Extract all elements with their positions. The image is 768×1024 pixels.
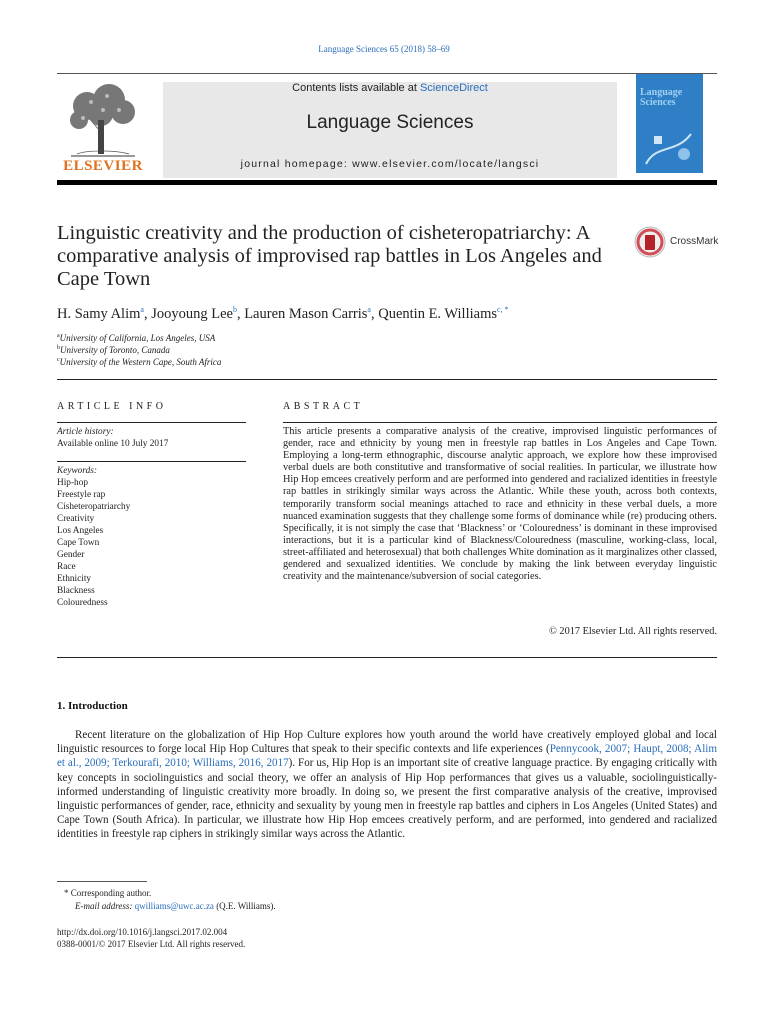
- author-list: [57, 305, 509, 323]
- journal-title: Language Sciences: [306, 112, 474, 133]
- author-separator: ,: [143, 305, 152, 322]
- intro-text-part: ). For us, Hip Hop is an important site of creative language practice. By engaging critically with key concepts in sociolinguistics and social theory, we offer an analysis of Hip Hop performances that gives us a valuable, sociolinguistically-informed understanding of linguistic creativity more broadly. In doing so, we present the first comparative analysis of the creative, improvised linguistic performances of gender, race, ethnicity and sexuality by young men in freestyle rap battles and ciphers in Los Angeles (United States) and Cape Town (South Africa). In particular, we illustrate how Hip Hop emcees creatively perform, and are performed, into gendered and racialized identities in freestyle rap ciphers in strikingly similar ways across the Atlantic.: [57, 757, 717, 841]
- history-value: Available online 10 July 2017: [57, 439, 169, 449]
- affiliation-mark: c: [57, 357, 60, 363]
- abstract-copyright: © 2017 Elsevier Ltd. All rights reserved.: [549, 626, 717, 637]
- crossmark-icon[interactable]: [634, 226, 666, 258]
- author-affil-mark[interactable]: b: [232, 305, 237, 314]
- affiliation-text: University of the Western Cape, South Africa: [59, 357, 222, 367]
- frontmatter-end-rule: [57, 657, 717, 658]
- corresponding-author-note: * Corresponding author.: [64, 888, 152, 898]
- email-note: [75, 901, 276, 911]
- author-name[interactable]: Quentin E. Williams: [378, 305, 497, 322]
- journal-cover-thumbnail[interactable]: [636, 74, 703, 173]
- article-info-rule: [57, 422, 246, 423]
- intro-text-part: Recent literature on the globalization of Hip Hop Culture explores how youth around the world have creatively employed global and local linguistic resources to forge local Hip Hop Cultures that speak to their specific contexts and life experiences (: [57, 729, 717, 756]
- email-link[interactable]: qwilliams@uwc.ac.za: [134, 901, 214, 911]
- sciencedirect-link[interactable]: ScienceDirect: [419, 82, 488, 94]
- keywords-rule: [57, 461, 246, 462]
- contents-line: [163, 82, 617, 94]
- author-name[interactable]: Lauren Mason Carris: [244, 305, 368, 322]
- keyword[interactable]: Freestyle rap: [57, 490, 106, 500]
- author-separator: ,: [236, 305, 245, 322]
- abstract-rule: [283, 422, 717, 423]
- author-affil-mark[interactable]: a: [367, 305, 371, 314]
- introduction-heading: 1. Introduction: [57, 700, 128, 712]
- keyword[interactable]: Ethnicity: [57, 574, 92, 584]
- keyword[interactable]: Gender: [57, 550, 85, 560]
- affiliation-mark: b: [57, 345, 60, 351]
- journal-reference[interactable]: Language Sciences 65 (2018) 58–69: [318, 44, 450, 54]
- header-rule: [57, 73, 717, 74]
- crossmark-label[interactable]: CrossMark: [670, 236, 719, 247]
- abstract-heading: ABSTRACT: [283, 401, 364, 412]
- citation-links[interactable]: Pennycook, 2007; Haupt, 2008; Alim et al., 2009; Terkourafi, 2010; Williams, 2016, 2017: [57, 743, 717, 770]
- keyword[interactable]: Race: [57, 562, 76, 572]
- contents-prefix: Contents lists available at: [292, 82, 420, 94]
- cover-art-icon: [636, 124, 703, 173]
- affiliation-text: University of California, Los Angeles, USA: [59, 333, 216, 343]
- keyword[interactable]: Colouredness: [57, 598, 108, 608]
- affiliation: [57, 345, 170, 355]
- cover-title: Language Sciences: [640, 87, 683, 108]
- affiliation: [57, 357, 221, 367]
- footnote-rule: [57, 881, 147, 882]
- affiliation-text: University of Toronto, Canada: [60, 345, 170, 355]
- author-name[interactable]: Jooyoung Lee: [151, 305, 233, 322]
- affiliation-mark: a: [57, 333, 60, 339]
- doi-link[interactable]: http://dx.doi.org/10.1016/j.langsci.2017.02.004: [57, 927, 228, 937]
- keyword[interactable]: Hip-hop: [57, 478, 88, 488]
- article-info-heading: ARTICLE INFO: [57, 401, 167, 412]
- journal-homepage[interactable]: journal homepage: www.elsevier.com/locate/langsci: [240, 158, 540, 170]
- issn-copyright: 0388-0001/© 2017 Elsevier Ltd. All rights reserved.: [57, 939, 246, 949]
- section-rule: [57, 379, 717, 380]
- elsevier-wordmark[interactable]: ELSEVIER: [63, 158, 143, 174]
- author-name[interactable]: H. Samy Alim: [57, 305, 141, 322]
- author-affil-mark[interactable]: a: [140, 305, 144, 314]
- author-separator: ,: [370, 305, 379, 322]
- keyword[interactable]: Cape Town: [57, 538, 100, 548]
- affiliation: [57, 333, 215, 343]
- article-title: Linguistic creativity and the production of cisheteropatriarchy: A comparative analysis of improvised rap battles in Los Angeles and Cape Town: [57, 222, 602, 290]
- keyword[interactable]: Creativity: [57, 514, 95, 524]
- keyword[interactable]: Cisheteropatriarchy: [57, 502, 131, 512]
- masthead-rule: [57, 180, 717, 185]
- history-label: Article history:: [57, 427, 114, 437]
- keywords-label: Keywords:: [57, 466, 97, 476]
- introduction-paragraph: [57, 728, 717, 842]
- author-affil-mark[interactable]: c, *: [497, 305, 509, 314]
- keyword[interactable]: Blackness: [57, 586, 95, 596]
- email-label: E-mail address:: [75, 901, 135, 911]
- abstract-text: This article presents a comparative analysis of the creative, improvised linguistic performances of gender, race and ethnicity by young men in freestyle rap battles in Los Angeles and Cape Town. Employing a long-term ethnographic, discourse analytic approach, we explore how these improvised verbal duels are both constitutive and transformative of social realities. In particular, we illustrate how Hip Hop emcees creatively perform and are performed into gendered and racialized identities in freestyle rap battles in strikingly similar ways across the Atlantic. While these youth, across both contexts, temporarily transform social meanings attached to race and ethnicity in these verbal duels, a more nuanced examination suggests that they challenge some forms of dominance while (re) producing others. Specifically, it is not simply the case that ‘Blackness’ or ‘Colouredness’ is dominant in these improvised interactions, but it is a particular kind of Blackness/Colouredness (masculine, working-class, local, street-affiliated and heterosexual) that both challenges White domination as it marginalizes other classed, gendered and sexualized identities. We conclude by making the link between everyday linguistic creativity and the maintenance/subversion of social categories.: [283, 426, 717, 583]
- email-suffix: (Q.E. Williams).: [213, 901, 276, 911]
- keyword[interactable]: Los Angeles: [57, 526, 104, 536]
